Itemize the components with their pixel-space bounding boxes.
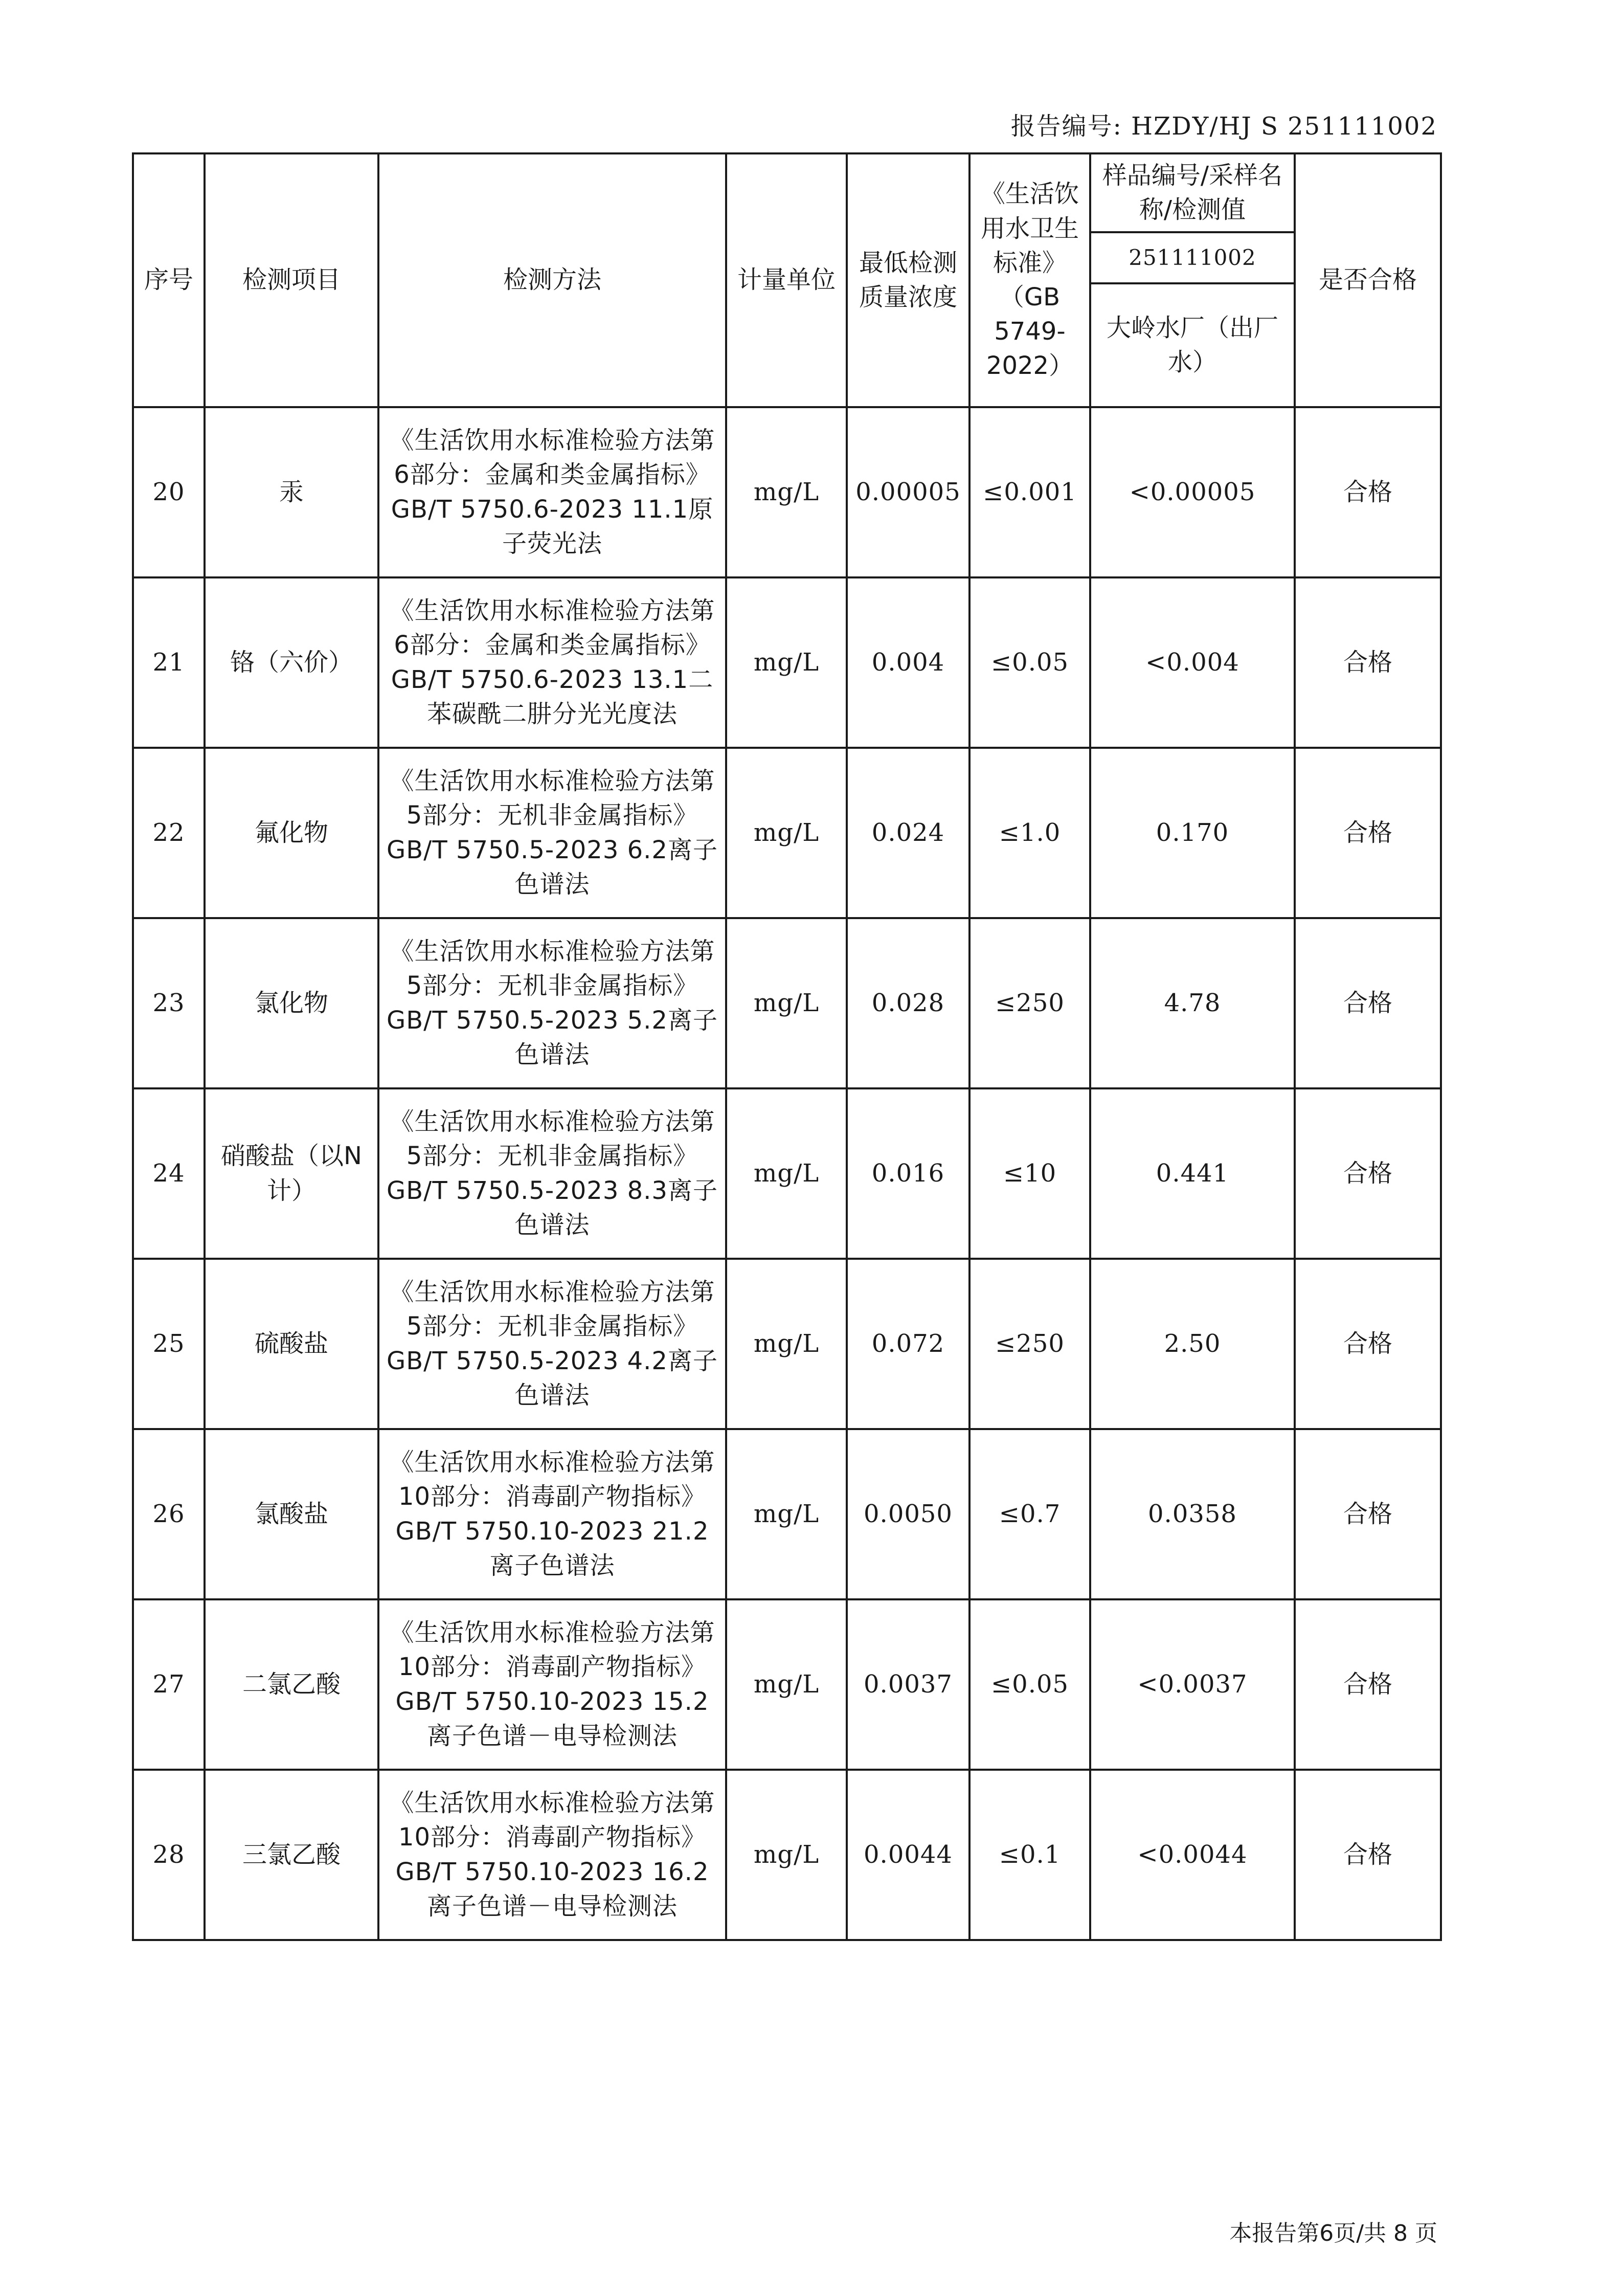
col-seq: 序号 xyxy=(133,153,205,407)
sample-group-label: 样品编号/采样名称/检测值 xyxy=(1091,154,1294,233)
row-limit: ≤0.7 xyxy=(969,1429,1090,1599)
row-limit: ≤250 xyxy=(969,1259,1090,1429)
row-value: 0.170 xyxy=(1090,748,1295,918)
row-mdl: 0.00005 xyxy=(847,407,969,577)
table-row xyxy=(133,1429,1441,1599)
row-unit: mg/L xyxy=(726,918,847,1088)
row-item: 氯化物 xyxy=(205,918,378,1088)
row-value: <0.004 xyxy=(1090,577,1295,748)
row-method: 《生活饮用水标准检验方法第10部分：消毒副产物指标》GB/T 5750.10-2023 16.2离子色谱－电导检测法 xyxy=(378,1770,726,1940)
table-row xyxy=(133,1259,1441,1429)
row-limit: ≤250 xyxy=(969,918,1090,1088)
page-number: 本报告第6页/共 8 页 xyxy=(1229,2220,1437,2246)
row-pass: 合格 xyxy=(1295,748,1441,918)
row-limit: ≤0.1 xyxy=(969,1770,1090,1940)
table-row xyxy=(133,407,1441,577)
row-limit: ≤0.001 xyxy=(969,407,1090,577)
row-item: 二氯乙酸 xyxy=(205,1599,378,1770)
col-sample xyxy=(1090,153,1295,407)
row-seq: 28 xyxy=(133,1770,205,1940)
row-unit: mg/L xyxy=(726,407,847,577)
row-pass: 合格 xyxy=(1295,1599,1441,1770)
row-unit: mg/L xyxy=(726,1599,847,1770)
row-mdl: 0.024 xyxy=(847,748,969,918)
row-limit: ≤1.0 xyxy=(969,748,1090,918)
row-item: 铬（六价） xyxy=(205,577,378,748)
row-pass: 合格 xyxy=(1295,407,1441,577)
col-standard: 《生活饮用水卫生标准》（GB 5749-2022） xyxy=(969,153,1090,407)
sample-id: 251111002 xyxy=(1091,233,1294,284)
row-value: 2.50 xyxy=(1090,1259,1295,1429)
col-method: 检测方法 xyxy=(378,153,726,407)
row-method: 《生活饮用水标准检验方法第5部分：无机非金属指标》GB/T 5750.5-2023 5.2离子色谱法 xyxy=(378,918,726,1088)
row-value: <0.0044 xyxy=(1090,1770,1295,1940)
row-method: 《生活饮用水标准检验方法第10部分：消毒副产物指标》GB/T 5750.10-2023 15.2离子色谱－电导检测法 xyxy=(378,1599,726,1770)
row-mdl: 0.016 xyxy=(847,1088,969,1259)
sample-name: 大岭水厂（出厂水） xyxy=(1106,313,1278,376)
row-value: <0.0037 xyxy=(1090,1599,1295,1770)
row-method: 《生活饮用水标准检验方法第6部分：金属和类金属指标》GB/T 5750.6-2023 13.1二苯碳酰二肼分光光度法 xyxy=(378,577,726,748)
row-item: 硝酸盐（以N计） xyxy=(205,1088,378,1259)
col-mdl: 最低检测质量浓度 xyxy=(847,153,969,407)
table-row xyxy=(133,918,1441,1088)
row-pass: 合格 xyxy=(1295,1259,1441,1429)
col-pass: 是否合格 xyxy=(1295,153,1441,407)
results-table xyxy=(132,152,1442,1941)
row-unit: mg/L xyxy=(726,1770,847,1940)
header-row xyxy=(133,153,1441,407)
row-limit: ≤0.05 xyxy=(969,1599,1090,1770)
row-item: 氟化物 xyxy=(205,748,378,918)
row-item: 汞 xyxy=(205,407,378,577)
row-method: 《生活饮用水标准检验方法第5部分：无机非金属指标》GB/T 5750.5-2023 4.2离子色谱法 xyxy=(378,1259,726,1429)
row-mdl: 0.028 xyxy=(847,918,969,1088)
table-row xyxy=(133,577,1441,748)
row-pass: 合格 xyxy=(1295,1429,1441,1599)
row-item: 三氯乙酸 xyxy=(205,1770,378,1940)
row-seq: 24 xyxy=(133,1088,205,1259)
row-value: 0.0358 xyxy=(1090,1429,1295,1599)
row-seq: 21 xyxy=(133,577,205,748)
row-pass: 合格 xyxy=(1295,918,1441,1088)
row-unit: mg/L xyxy=(726,1088,847,1259)
row-limit: ≤10 xyxy=(969,1088,1090,1259)
row-method: 《生活饮用水标准检验方法第5部分：无机非金属指标》GB/T 5750.5-2023 6.2离子色谱法 xyxy=(378,748,726,918)
row-method: 《生活饮用水标准检验方法第10部分：消毒副产物指标》GB/T 5750.10-2023 21.2离子色谱法 xyxy=(378,1429,726,1599)
row-pass: 合格 xyxy=(1295,577,1441,748)
row-unit: mg/L xyxy=(726,1429,847,1599)
row-mdl: 0.072 xyxy=(847,1259,969,1429)
row-unit: mg/L xyxy=(726,1259,847,1429)
report-number: 报告编号: HZDY/HJ S 251111002 xyxy=(1010,112,1437,141)
row-unit: mg/L xyxy=(726,748,847,918)
row-seq: 22 xyxy=(133,748,205,918)
row-seq: 20 xyxy=(133,407,205,577)
table-row xyxy=(133,1599,1441,1770)
table-row xyxy=(133,748,1441,918)
row-method: 《生活饮用水标准检验方法第5部分：无机非金属指标》GB/T 5750.5-2023 8.3离子色谱法 xyxy=(378,1088,726,1259)
row-pass: 合格 xyxy=(1295,1770,1441,1940)
row-mdl: 0.0050 xyxy=(847,1429,969,1599)
row-value: <0.00005 xyxy=(1090,407,1295,577)
col-item: 检测项目 xyxy=(205,153,378,407)
row-item: 硫酸盐 xyxy=(205,1259,378,1429)
table-row xyxy=(133,1088,1441,1259)
row-value: 4.78 xyxy=(1090,918,1295,1088)
row-mdl: 0.0037 xyxy=(847,1599,969,1770)
row-item: 氯酸盐 xyxy=(205,1429,378,1599)
row-seq: 27 xyxy=(133,1599,205,1770)
row-seq: 25 xyxy=(133,1259,205,1429)
row-method: 《生活饮用水标准检验方法第6部分：金属和类金属指标》GB/T 5750.6-2023 11.1原子荧光法 xyxy=(378,407,726,577)
col-unit: 计量单位 xyxy=(726,153,847,407)
row-unit: mg/L xyxy=(726,577,847,748)
row-limit: ≤0.05 xyxy=(969,577,1090,748)
table-row xyxy=(133,1770,1441,1940)
row-mdl: 0.004 xyxy=(847,577,969,748)
row-seq: 26 xyxy=(133,1429,205,1599)
row-mdl: 0.0044 xyxy=(847,1770,969,1940)
row-seq: 23 xyxy=(133,918,205,1088)
row-pass: 合格 xyxy=(1295,1088,1441,1259)
row-value: 0.441 xyxy=(1090,1088,1295,1259)
